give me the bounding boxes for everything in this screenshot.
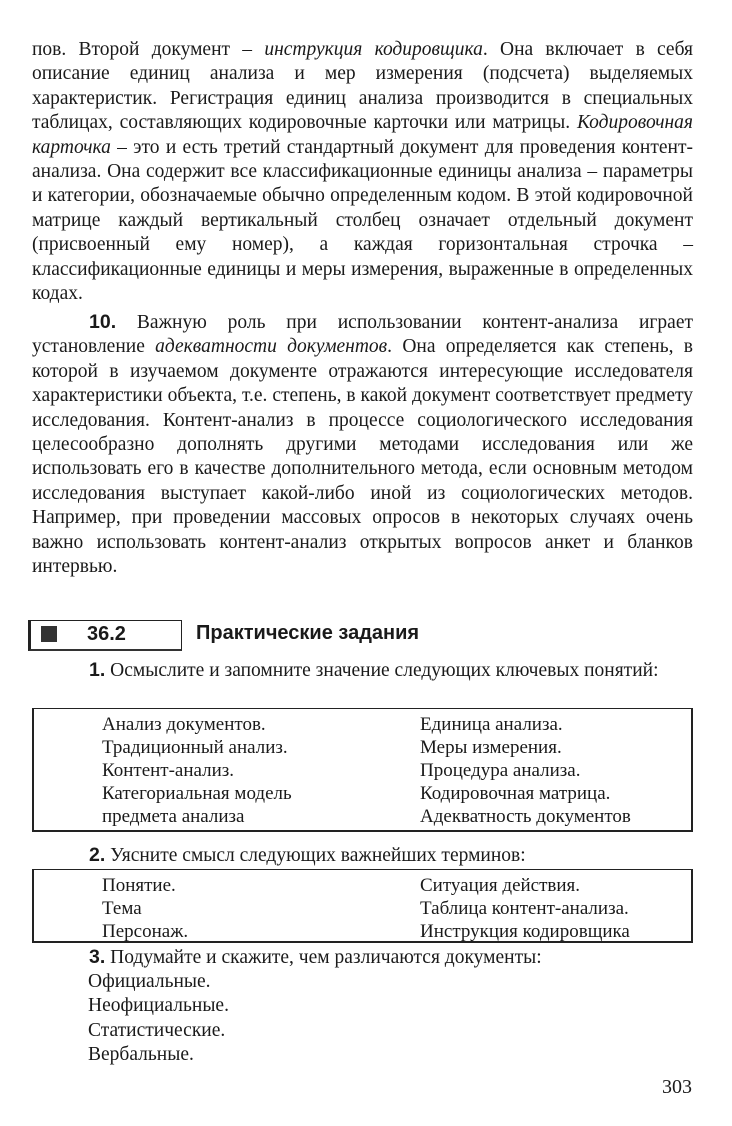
- page-number: 303: [662, 1076, 692, 1098]
- term-item: Анализ документов.: [102, 714, 266, 735]
- task-number: 3.: [89, 946, 106, 968]
- task-3-prompt: 3. Подумайте и скажите, чем различаются документы:: [89, 946, 542, 968]
- term-item: Персонаж.: [102, 921, 189, 942]
- task-2-prompt: 2. Уясните смысл следующих важнейших терминов:: [89, 844, 526, 866]
- task-number: 2.: [89, 844, 106, 866]
- square-icon: [41, 626, 57, 642]
- term-item: Единица анализа.: [420, 714, 563, 735]
- section-heading: [28, 620, 708, 650]
- term-item: Процедура анализа.: [420, 760, 581, 781]
- term-coder-instruction: инструкция кодировщика: [264, 39, 483, 60]
- term-coding-card: Кодировочная карточка: [32, 112, 693, 158]
- paragraph-coder-instruction: пов. Второй документ – инструкция кодировщика. Она включает в себя описание единиц анализа и мер измерения (подсчета) выделяемых характеристик. Регистрация единиц анализа производится в специальных таблицах, составляющих кодировочные карточки или матрицы. Кодировочная карточка – это и есть третий стандартный документ для проведения контент-анализа. Она содержит все классификационные единицы анализа – параметры и категории, обозначаемые обычно определенным кодом. В этой кодировочной матрице каждый вертикальный столбец означает отдельный документ (присвоенный ему номер), а каждая горизонтальная строчка – классификационные единицы и меры измерения, выраженные в определенных кодах.: [32, 39, 693, 305]
- term-item: предмета анализа: [102, 806, 245, 827]
- term-item: Категориальная модель: [102, 783, 292, 804]
- list-item: Официальные.: [88, 971, 211, 992]
- list-item: Неофициальные.: [88, 995, 229, 1017]
- term-document-adequacy: адекватности документов: [155, 336, 388, 358]
- key-concepts-right-column: [420, 713, 631, 828]
- term-item: Понятие.: [102, 875, 176, 896]
- important-terms-right-column: [420, 874, 630, 943]
- term-item: Адекватность документов: [420, 806, 631, 827]
- term-item: Инструкция кодировщика: [420, 921, 630, 942]
- document-types-list: [88, 970, 229, 1068]
- paragraph-document-adequacy: 10. Важную роль при использовании контент-анализа играет установление адекватности документов. Она определяется как степень, в которой в изучаемом документе отражаются интересующие исследователя характеристики объекта, т.е. степень, в какой документ соответствует предмету исследования. Контент-анализ в процессе социологического исследования целесообразно дополнять другими методами исследования или же использовать его в качестве дополнительного метода, если основным методом исследования выступает какой-либо иной из социологических методов. Например, при проведении массовых опросов в некоторых случаях очень важно использовать контент-анализ открытых вопросов анкет и бланков интервью.: [32, 311, 693, 578]
- task-number: 1.: [89, 659, 106, 681]
- term-item: Кодировочная матрица.: [420, 783, 611, 804]
- paragraph-number: 10.: [89, 311, 117, 333]
- term-item: Меры измерения.: [420, 737, 562, 758]
- section-title: Практические задания: [196, 622, 420, 644]
- important-terms-left-column: [102, 874, 188, 943]
- list-item: Статистические.: [88, 1019, 226, 1041]
- important-terms-box: [32, 869, 693, 943]
- key-concepts-left-column: [102, 713, 292, 828]
- list-item: Вербальные.: [88, 1044, 194, 1066]
- term-item: Традиционный анализ.: [102, 737, 288, 758]
- task-1-prompt: 1. Осмыслите и запомните значение следующих ключевых понятий:: [89, 659, 659, 681]
- key-concepts-box: [32, 708, 693, 832]
- term-item: Контент-анализ.: [102, 760, 235, 781]
- term-item: Ситуация действия.: [420, 875, 581, 896]
- section-number: 36.2: [87, 623, 126, 645]
- section-number-box: [28, 620, 182, 651]
- term-item: Тема: [102, 898, 142, 919]
- term-item: Таблица контент-анализа.: [420, 898, 629, 919]
